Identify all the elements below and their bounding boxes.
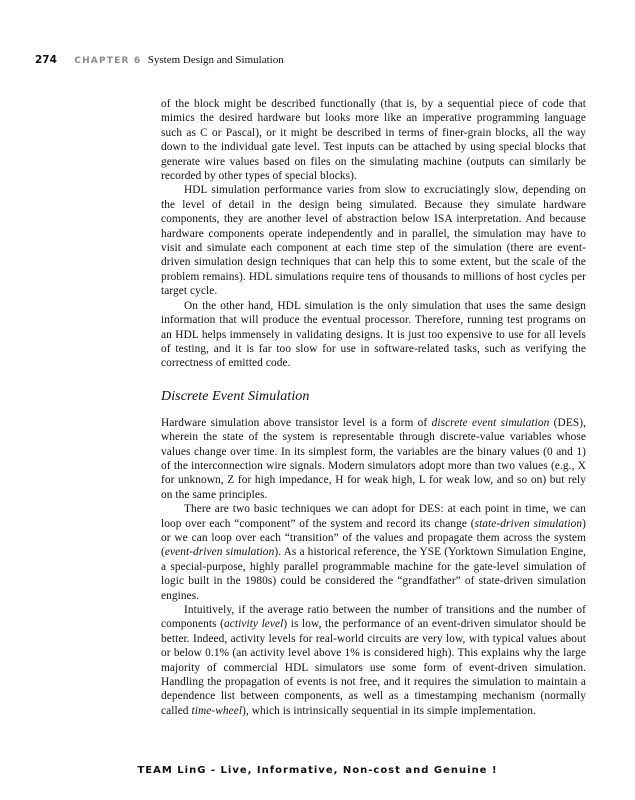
running-header: [35, 53, 284, 68]
text-run: Hardware simulation above transistor level is a form of: [161, 416, 432, 429]
text-run: (DES), wherein the state of the system is representable through discrete-value variables whose values change over time. In its simplest form, the variables are the binary values (0 and 1) of the interconnection wire signals. Modern simulators adopt more than two values (e.g., X for unknown, Z for high impedance, H for weak high, L for weak low, and so on) but rely on the same principles.: [161, 416, 586, 501]
text-run: ), which is intrinsically sequential in its simple implementation.: [242, 704, 536, 717]
paragraph: of the block might be described functionally (that is, by a sequential piece of code that mimics the desired hardware but looks more like an imperative programming language such as C or Pascal), or it might be described in terms of finer-grain blocks, all the way down to the individual gate level. Test inputs can be attached by using special blocks that generate wire values based on files on the simulating machine (outputs can similarly be recorded by other types of special blocks).: [161, 98, 586, 183]
paragraph: On the other hand, HDL simulation is the only simulation that uses the same design information that will produce the eventual processor. Therefore, running test programs on an HDL helps immensely in validating designs. It is just too expensive to use for all levels of testing, and it is far too slow for use in software-related tasks, such as verifying the correctness of emitted code.: [161, 299, 586, 370]
text-run: There are two basic techniques we can adopt for DES: at each point in time, we can loop over each “component” of the system and record its change (: [161, 503, 586, 530]
body-text: [161, 97, 586, 718]
text-run: Intuitively, if the average ratio between the number of transitions and the number of components (: [161, 604, 586, 631]
chapter-title: System Design and Simulation: [147, 54, 284, 66]
emphasis-term: time-wheel: [191, 704, 243, 717]
paragraph: [161, 416, 586, 502]
chapter-label: CHAPTER 6: [74, 56, 142, 66]
text-run: ). As a historical reference, the YSE (Yorktown Simulation Engine, a special-purpose, highly parallel programmable machine for the gate-level simulation of logic built in the 1980s) could be considered the “grandfather” of state-driven simulation engines.: [161, 546, 586, 602]
emphasis-term: state-driven simulation: [474, 517, 583, 530]
section-heading: Discrete Event Simulation: [161, 388, 310, 404]
emphasis-term: event-driven simulation: [164, 546, 275, 559]
text-run: ) or we can loop over each “transition” of the values and propagate them across the system (: [161, 517, 587, 559]
emphasis-term: discrete event simulation: [431, 416, 550, 429]
emphasis-term: activity level: [224, 618, 284, 631]
paragraph: HDL simulation performance varies from slow to excruciatingly slow, depending on the level of detail in the design being simulated. Because they simulate hardware components, they are another level of abstraction below ISA interpretation. And because hardware components operate independently and in parallel, the simulation may have to visit and simulate each component at each time step of the simulation (there are event-driven simulation design techniques that can help this to some extent, but the scale of the problem remains). HDL simulations require tens of thousands to millions of host cycles per target cycle.: [161, 184, 586, 298]
paragraph: [161, 603, 586, 718]
page-number: 274: [35, 54, 57, 66]
footer-banner: TEAM LinG - Live, Informative, Non-cost and Genuine !: [137, 765, 498, 776]
paragraph: [161, 502, 586, 603]
text-run: ) is low, the performance of an event-driven simulator should be better. Indeed, activity levels for real-world circuits are very low, with typical values about or below 0.1% (an activity level above 1% is considered high). This explains why the large majority of commercial HDL simulators use some form of event-driven simulation. Handling the propagation of events is not free, and it requires the simulation to maintain a dependence list between components, as well as a timestamping mechanism (normally called: [161, 618, 586, 717]
